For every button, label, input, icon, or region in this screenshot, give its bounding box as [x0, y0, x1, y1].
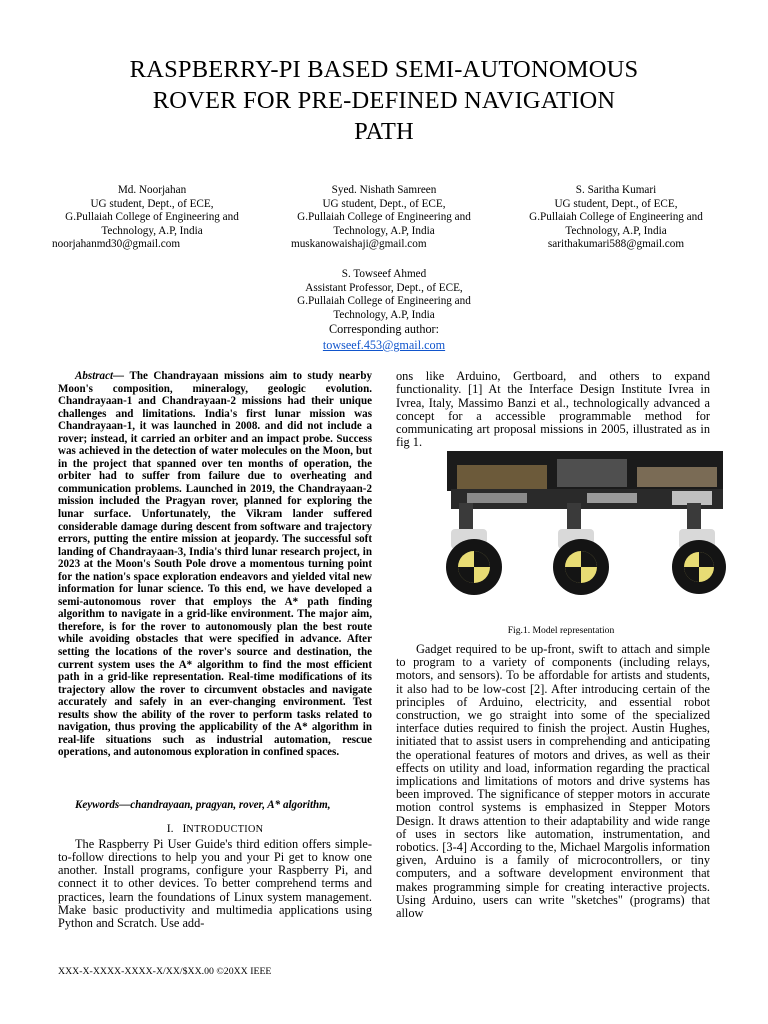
section-title-rest: NTRODUCTION: [186, 824, 264, 835]
corresponding-author-label: Corresponding author:: [328, 322, 439, 337]
author-name: S. Towseef Ahmed: [341, 268, 427, 280]
introduction-body: [58, 838, 372, 930]
section-initial: I: [182, 821, 187, 835]
paragraph: Gadget required to be up-front, swift to attach and simple to program to a variety of components (including relays, motors, and sensors). To be affordable for artists and students, it also had to be low-cost [2]. After introducing certain of the principles of Arduino, electricity, and essential robot construction, we go straight into some of the specialized interface duties required to finish the project. Austin Hughes, initiated that to assist users in comprehending and anticipating the operational features of motors and drives, as well as their effects on utility and load, information regarding the practical implications and limitations of motors and drive systems has been improved. The significance of stepper motors in accurate motion control systems is emphasized in Stepper Motors Design. It draws attention to their adaptability and wide range of uses in sectors like automation, instrumentation, and robotics. [3-4] According to the, Michael Margolis information given, Arduino is a family of microcontrollers, or tiny computers, and a software development environment that makes programming simple for creating interactive projects. Using Arduino, users can write "sketches" (programs) that allow: [396, 642, 710, 921]
column2-paragraph-2: [396, 643, 710, 920]
author-email: sarithakumari588@gmail.com: [547, 238, 685, 251]
author-dept: UG student, Dept., of ECE,: [90, 197, 214, 210]
author-block-3: [516, 184, 716, 252]
author-dept: UG student, Dept., of ECE,: [322, 197, 446, 210]
rover-photo-figure: [437, 451, 728, 609]
column2-paragraph-1: [396, 370, 710, 450]
author-block-1: [52, 184, 252, 252]
author-email: noorjahanmd30@gmail.com: [52, 238, 181, 251]
author-name: Md. Noorjahan: [117, 184, 187, 196]
figure-caption: Fig.1. Model representation: [507, 625, 615, 636]
author-name: S. Saritha Kumari: [575, 184, 657, 196]
keywords: Keywords—chandrayaan, pragyan, rover, A* algorithm,: [75, 799, 331, 811]
author-college: Technology, A.P, India: [333, 224, 435, 237]
abstract-text: The Chandrayaan missions aim to study nearby Moon's composition, mineralogy, geologic evolution. Chandrayaan-1 and Chandrayaan-2 missions had their unique challenges and limitations. India's first lunar mission was Chandrayaan-1, it was launched in 2008. and did not include a rover; instead, it carried an orbiter and an impact probe. Success was achieved in the detection of water molecules on the Moon, but in the project that spanned over ten months of operation, the orbiter had to suffer from failure due to overheating and communication problems. Launched in 2019, the Chandrayaan-2 mission included the Pragyan rover, planned for exploring the lunar surface. Unfortunately, the Vikram lander suffered considerable damage during descent from software and trajectory errors, putting the entire mission at jeopardy. The successful soft landing of Chandrayaan-3, India's third lunar research project, in 2023 at the Moon's South Pole drove a momentous turning point for the nation's space exploration endeavors and yielded vital new information for lunar science. To this end, we have developed a semi-autonomous rover that employs the A* path finding algorithm to navigate in a grid-like environment. The major aim, therefore, is for the rover to autonomously plan the best route while avoiding obstacles that were specified in advance. After setting the locations of the rover's source and destination, the current system uses the A* algorithm to find the most efficient path in a grid-like representation. Real-time modifications of its trajectory allow the rover to circumvent obstacles and navigate accurately and safely in an ever-changing environment. Test results show the ability of the rover to perform tasks related to navigation, thus proving the applicability of the A* algorithm in real-life situations such as industrial automation, rescue operations, and autonomous exploration in confined spaces.: [58, 370, 372, 759]
abstract: [58, 370, 372, 759]
paragraph: The Raspberry Pi User Guide's third edition offers simple-to-follow directions to help you and your Pi get to know one another. Install programs, configure your Raspberry Pi, and connect it to other devices. To better comprehend terms and practices, learn the foundations of Linux system management. Make basic productivity and multimedia applications using Python and Scratch. Use add-: [58, 837, 372, 930]
section-heading-introduction: [58, 821, 372, 836]
author-college: Technology, A.P, India: [333, 308, 435, 321]
corresponding-email-link[interactable]: towseef.453@gmail.com: [322, 337, 446, 352]
title-line: ROVER FOR PRE-DEFINED NAVIGATION: [152, 87, 616, 114]
author-block-2: [284, 184, 484, 252]
author-college: G.Pullaiah College of Engineering and: [65, 211, 239, 224]
author-block-4: [284, 268, 484, 353]
author-college: Technology, A.P, India: [565, 224, 667, 237]
author-dept: Assistant Professor, Dept., of ECE,: [305, 281, 463, 294]
paragraph: ons like Arduino, Gertboard, and others to expand functionality. [1] At the Interface Design Institute Ivrea in Ivrea, Italy, Massimo Banzi et al., technologically advanced a concept for a accessible programmable method for communicating art proposal missions in 2005, illustrated as in fig 1.: [396, 369, 710, 450]
title-line: PATH: [354, 118, 414, 145]
author-dept: UG student, Dept., of ECE,: [554, 197, 678, 210]
paper-title: [60, 54, 708, 147]
author-college: G.Pullaiah College of Engineering and: [297, 211, 471, 224]
author-email: muskanowaishaji@gmail.com: [291, 238, 427, 251]
title-line: RASPBERRY-PI BASED SEMI-AUTONOMOUS: [129, 56, 639, 83]
abstract-label: Abstract—: [75, 370, 125, 382]
author-college: G.Pullaiah College of Engineering and: [297, 295, 471, 308]
footer-copyright: XXX-X-XXXX-XXXX-X/XX/$XX.00 ©20XX IEEE: [58, 966, 272, 977]
section-number: I.: [166, 821, 174, 835]
author-college: G.Pullaiah College of Engineering and: [529, 211, 703, 224]
author-college: Technology, A.P, India: [101, 224, 203, 237]
author-name: Syed. Nishath Samreen: [331, 184, 437, 196]
